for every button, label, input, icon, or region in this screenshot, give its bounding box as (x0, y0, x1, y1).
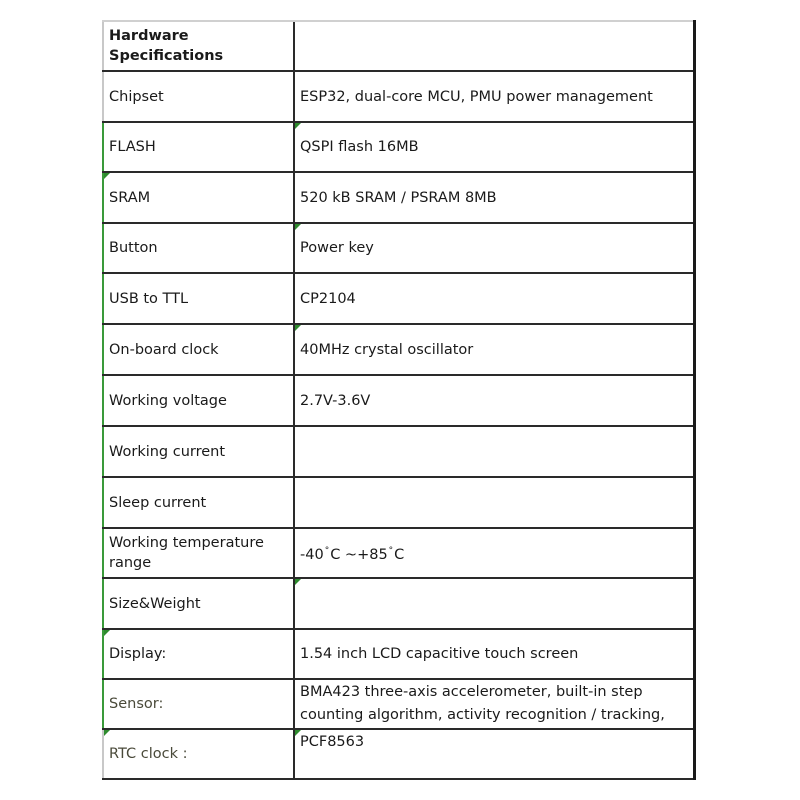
row-label (103, 629, 294, 679)
table-row (103, 578, 695, 629)
row-value: 520 kB SRAM / PSRAM 8MB (294, 172, 695, 223)
row-label: USB to TTL (103, 273, 294, 324)
table-row (103, 71, 695, 122)
row-value: ESP32, dual-core MCU, PMU power management (294, 71, 695, 122)
cell-comment-marker-icon (295, 730, 301, 736)
temp-unit: C (394, 547, 405, 563)
row-value: 2.7V-3.6V (294, 375, 695, 426)
table-header-row (103, 21, 695, 71)
cell-comment-marker-icon (295, 123, 301, 129)
row-label: Chipset (103, 71, 294, 122)
row-value-text: PCF8563 (300, 734, 365, 750)
row-value (294, 426, 695, 477)
row-label: Sensor: (103, 679, 294, 729)
table-row (103, 426, 695, 477)
row-value (294, 477, 695, 528)
row-label: Working current (103, 426, 294, 477)
row-value: 1.54 inch LCD capacitive touch screen (294, 629, 695, 679)
row-label-text: FLASH (109, 139, 156, 155)
table-row (103, 273, 695, 324)
row-value (294, 729, 695, 779)
table-row (103, 122, 695, 172)
row-label (103, 172, 294, 223)
degree-symbol: ° (324, 546, 330, 556)
row-value (294, 122, 695, 172)
temp-min: -40 (300, 547, 324, 563)
table-row (103, 477, 695, 528)
table-row (103, 223, 695, 273)
row-label: Sleep current (103, 477, 294, 528)
table-row (103, 679, 695, 729)
degree-symbol: ° (388, 546, 394, 556)
cell-comment-marker-icon (104, 730, 110, 736)
temp-sep: C ~+85 (330, 547, 388, 563)
row-value-text: Power key (300, 240, 374, 256)
row-value: CP2104 (294, 273, 695, 324)
hardware-spec-table (102, 20, 696, 780)
row-label-text: RTC clock : (109, 746, 188, 762)
cell-comment-marker-icon (295, 325, 301, 331)
row-label: Working temperature range (103, 528, 294, 578)
header-title: Hardware Specifications (109, 28, 224, 64)
row-label-text: SRAM (109, 189, 151, 206)
header-title-cell (103, 21, 294, 71)
table-row (103, 729, 695, 779)
cell-comment-marker-icon (104, 630, 110, 636)
row-label (103, 122, 294, 172)
row-label (103, 729, 294, 779)
row-value (294, 528, 695, 578)
row-label: Working voltage (103, 375, 294, 426)
row-value-text: 40MHz crystal oscillator (300, 341, 474, 358)
header-value-cell (294, 21, 695, 71)
row-value (294, 223, 695, 273)
row-label: On-board clock (103, 324, 294, 375)
table-row (103, 528, 695, 578)
table-row (103, 375, 695, 426)
cell-comment-marker-icon (295, 224, 301, 230)
row-label: Size&Weight (103, 578, 294, 629)
row-label-text: Display: (109, 646, 167, 662)
table-row (103, 324, 695, 375)
row-value-text: QSPI flash 16MB (300, 139, 419, 155)
row-label: Button (103, 223, 294, 273)
table-row (103, 172, 695, 223)
row-value: BMA423 three-axis accelerometer, built-in step counting algorithm, activity recognition / tracking, (294, 679, 695, 729)
cell-comment-marker-icon (104, 173, 110, 179)
row-value (294, 324, 695, 375)
row-value (294, 578, 695, 629)
table-row (103, 629, 695, 679)
cell-comment-marker-icon (295, 579, 301, 585)
